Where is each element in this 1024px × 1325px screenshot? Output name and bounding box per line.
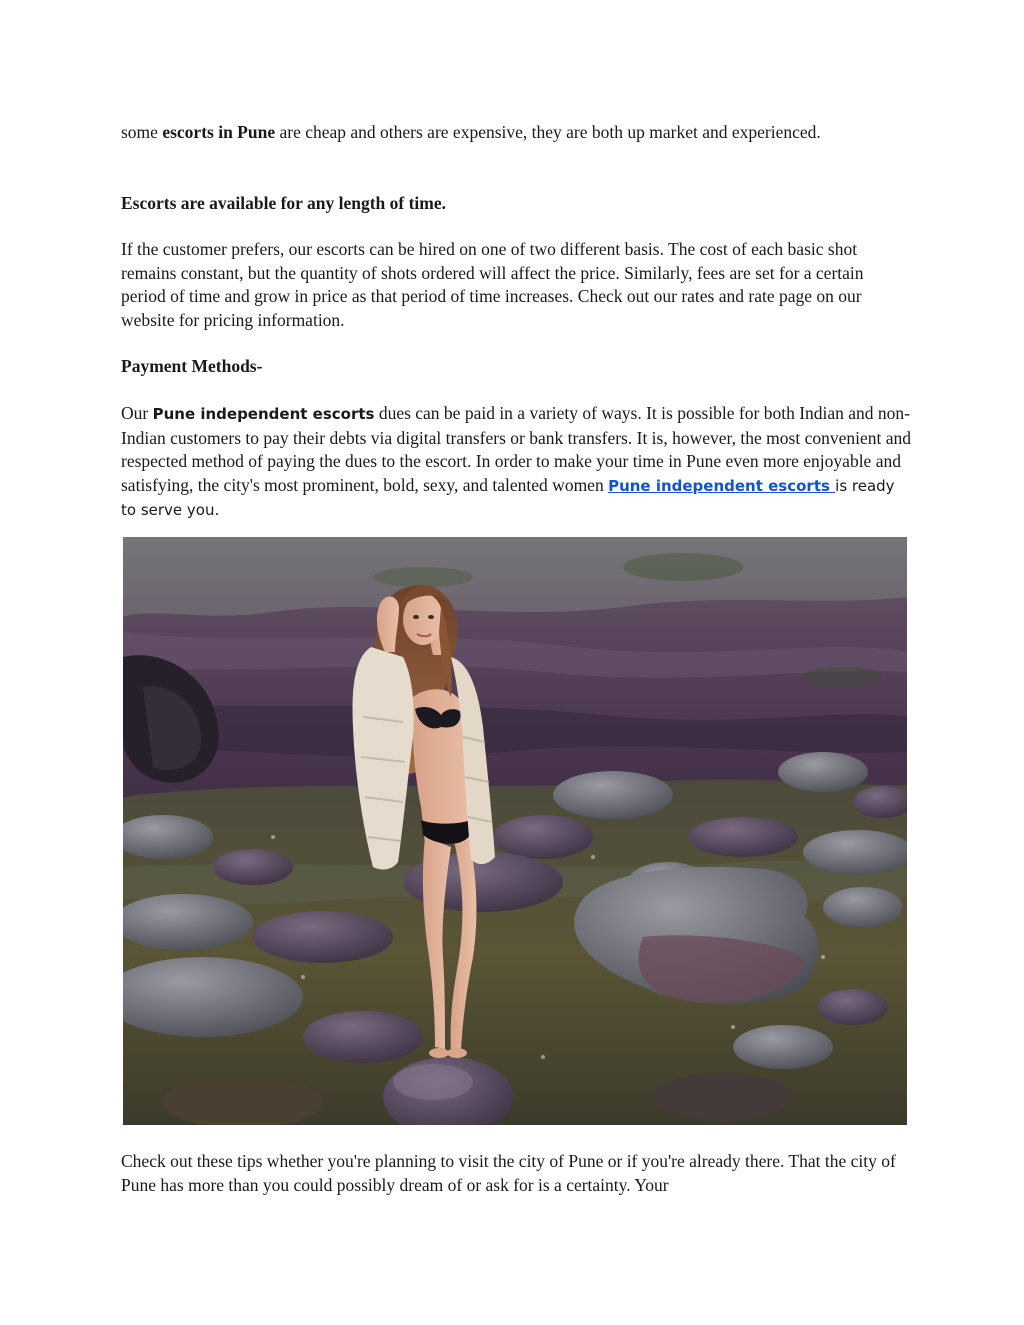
paragraph-payment	[121, 402, 911, 523]
text-run: is ready to serve you.	[121, 476, 895, 519]
paragraph-availability: If the customer prefers, our escorts can be hired on one of two different basis. The cost of each basic shot remains constant, but the quantity of shots ordered will affect the price. Similarly, fees are set for a certain period of time and grow in price as that period of time increases. Check out our rates and rate page on our website for pricing information.	[121, 239, 864, 330]
photo-woman-on-rocky-shore-icon	[123, 537, 907, 1125]
text-run: dues can be paid in a variety of ways. It is possible for both Indian and non-Indian customers to pay their debts via digital transfers or bank transfers. It is, however, the most convenient and respected method of paying the dues to the escort. In order to make your time in Pune even more enjoyable and satisfying, the city's most prominent, bold, sexy, and talented women	[121, 403, 911, 495]
paragraph-intro	[121, 121, 911, 145]
paragraph-tips: Check out these tips whether you're planning to visit the city of Pune or if you're already there. That the city of Pune has more than you could possibly dream of or ask for is a certainty. Your	[121, 1151, 896, 1195]
text-run: Our	[121, 403, 153, 423]
text-run: some	[121, 122, 163, 142]
text-run: are cheap and others are expensive, they are both up market and experienced.	[275, 122, 821, 142]
section-heading-payment: Payment Methods-	[121, 356, 263, 376]
escorts-link[interactable]: Pune independent escorts	[608, 476, 836, 495]
bold-keyword: escorts in Pune	[162, 122, 276, 142]
bold-keyword: Pune independent escorts	[152, 405, 375, 423]
section-heading-availability: Escorts are available for any length of time.	[121, 193, 447, 213]
